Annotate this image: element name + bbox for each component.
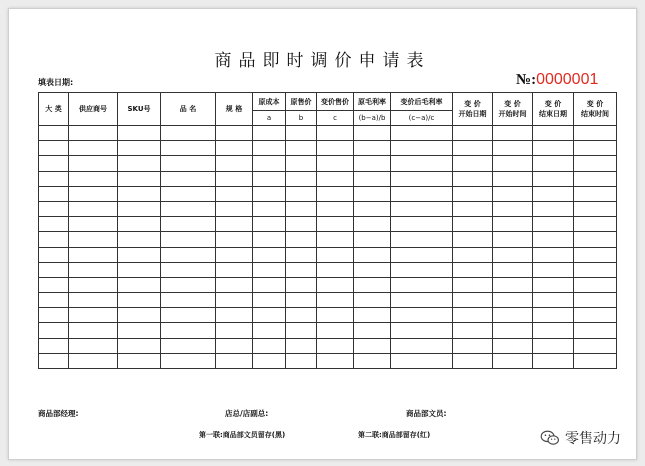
table-cell	[317, 338, 354, 353]
serial-prefix: №:	[516, 72, 537, 88]
table-cell	[493, 338, 533, 353]
table-cell	[161, 171, 216, 186]
table-cell	[354, 338, 391, 353]
table-cell	[493, 201, 533, 216]
header-sku: SKU号	[118, 93, 161, 126]
header-spec: 规 格	[216, 93, 253, 126]
table-cell	[354, 232, 391, 247]
table-cell	[493, 186, 533, 201]
table-cell	[216, 262, 253, 277]
table-cell	[216, 201, 253, 216]
table-cell	[286, 186, 317, 201]
table-cell	[493, 353, 533, 368]
table-cell	[317, 171, 354, 186]
table-cell	[161, 353, 216, 368]
table-cell	[253, 126, 286, 141]
table-cell	[317, 126, 354, 141]
table-cell	[453, 323, 493, 338]
table-cell	[253, 186, 286, 201]
table-cell	[69, 277, 118, 292]
table-cell	[574, 353, 617, 368]
table-row	[39, 353, 617, 368]
table-cell	[253, 262, 286, 277]
table-cell	[533, 171, 574, 186]
table-cell	[161, 217, 216, 232]
table-cell	[39, 232, 69, 247]
header-end-date-line2: 结束日期	[539, 110, 567, 118]
table-row	[39, 338, 617, 353]
table-cell	[286, 171, 317, 186]
table-cell	[574, 308, 617, 323]
table-cell	[161, 141, 216, 156]
table-cell	[493, 277, 533, 292]
header-supplier-no: 供应商号	[69, 93, 118, 126]
header-end-date-line1: 变 价	[544, 100, 562, 108]
table-cell	[453, 126, 493, 141]
store-manager-signature-label: 店总/店副总:	[225, 409, 269, 418]
table-cell	[69, 338, 118, 353]
table-cell	[533, 338, 574, 353]
table-cell	[69, 156, 118, 171]
table-row	[39, 141, 617, 156]
table-cell	[39, 156, 69, 171]
table-row	[39, 232, 617, 247]
table-cell	[354, 323, 391, 338]
header-start-date-line1: 变 价	[464, 100, 481, 108]
table-cell	[118, 126, 161, 141]
table-cell	[533, 201, 574, 216]
manager-signature-label: 商品部经理:	[38, 409, 79, 418]
table-cell	[354, 308, 391, 323]
table-cell	[161, 156, 216, 171]
table-cell	[118, 201, 161, 216]
table-row	[39, 186, 617, 201]
table-cell	[253, 338, 286, 353]
table-cell	[253, 353, 286, 368]
table-cell	[574, 126, 617, 141]
header-formula-a: a	[253, 111, 286, 126]
table-cell	[354, 156, 391, 171]
table-cell	[391, 353, 453, 368]
header-formula-b: b	[286, 111, 317, 126]
price-adjustment-table	[38, 92, 617, 369]
table-cell	[253, 308, 286, 323]
table-cell	[69, 353, 118, 368]
table-cell	[69, 293, 118, 308]
table-row	[39, 323, 617, 338]
table-cell	[69, 308, 118, 323]
table-cell	[253, 201, 286, 216]
table-row	[39, 247, 617, 262]
fill-date-label: 填表日期:	[38, 78, 74, 87]
table-cell	[533, 277, 574, 292]
table-cell	[453, 277, 493, 292]
table-cell	[317, 141, 354, 156]
table-cell	[574, 171, 617, 186]
table-cell	[453, 338, 493, 353]
table-cell	[39, 308, 69, 323]
table-row	[39, 293, 617, 308]
table-cell	[253, 277, 286, 292]
table-cell	[286, 353, 317, 368]
header-start-date-line2: 开始日期	[458, 110, 487, 118]
table-cell	[216, 353, 253, 368]
table-cell	[574, 217, 617, 232]
table-cell	[286, 156, 317, 171]
table-cell	[253, 141, 286, 156]
header-start-time	[493, 93, 533, 126]
table-cell	[161, 293, 216, 308]
header-new-margin: 变价后毛利率	[391, 93, 453, 111]
table-row	[39, 277, 617, 292]
wechat-logo-icon	[540, 430, 560, 446]
table-cell	[391, 232, 453, 247]
table-cell	[533, 247, 574, 262]
table-cell	[453, 262, 493, 277]
table-cell	[391, 308, 453, 323]
table-cell	[118, 262, 161, 277]
table-cell	[317, 186, 354, 201]
table-cell	[216, 232, 253, 247]
table-cell	[317, 247, 354, 262]
header-formula-c: c	[317, 111, 354, 126]
table-cell	[69, 323, 118, 338]
table-cell	[493, 156, 533, 171]
table-cell	[216, 293, 253, 308]
table-cell	[391, 186, 453, 201]
table-cell	[39, 353, 69, 368]
table-cell	[216, 141, 253, 156]
table-cell	[118, 323, 161, 338]
table-cell	[216, 171, 253, 186]
table-cell	[453, 293, 493, 308]
table-cell	[118, 277, 161, 292]
table-cell	[161, 338, 216, 353]
table-cell	[317, 293, 354, 308]
table-cell	[493, 126, 533, 141]
table-cell	[493, 232, 533, 247]
table-cell	[216, 247, 253, 262]
table-cell	[453, 308, 493, 323]
table-cell	[354, 247, 391, 262]
header-start-date	[453, 93, 493, 126]
table-cell	[354, 262, 391, 277]
table-cell	[391, 262, 453, 277]
table-cell	[391, 217, 453, 232]
table-cell	[453, 232, 493, 247]
table-cell	[493, 308, 533, 323]
table-cell	[574, 201, 617, 216]
table-cell	[39, 126, 69, 141]
header-category: 大 类	[39, 93, 69, 126]
header-formula-new-margin: (c−a)/c	[391, 111, 453, 126]
table-cell	[39, 141, 69, 156]
table-cell	[391, 171, 453, 186]
table-cell	[574, 323, 617, 338]
table-cell	[317, 156, 354, 171]
table-cell	[216, 186, 253, 201]
header-new-price: 变价售价	[317, 93, 354, 111]
table-cell	[69, 171, 118, 186]
table-cell	[317, 232, 354, 247]
table-cell	[286, 201, 317, 216]
table-cell	[493, 247, 533, 262]
header-product-name: 品 名	[161, 93, 216, 126]
table-cell	[317, 277, 354, 292]
table-cell	[493, 293, 533, 308]
serial-value: 0000001	[536, 71, 599, 88]
table-cell	[286, 323, 317, 338]
table-row	[39, 156, 617, 171]
table-cell	[317, 308, 354, 323]
table-cell	[69, 217, 118, 232]
table-cell	[453, 141, 493, 156]
table-cell	[286, 232, 317, 247]
watermark	[540, 428, 621, 448]
table-cell	[216, 308, 253, 323]
table-cell	[533, 217, 574, 232]
header-end-time-line1: 变 价	[586, 100, 604, 108]
table-cell	[533, 353, 574, 368]
table-cell	[574, 277, 617, 292]
table-cell	[354, 171, 391, 186]
table-cell	[39, 201, 69, 216]
table-cell	[69, 262, 118, 277]
table-cell	[317, 262, 354, 277]
table-cell	[118, 232, 161, 247]
table-cell	[317, 217, 354, 232]
table-cell	[453, 171, 493, 186]
header-end-time-line2: 结束时间	[581, 110, 609, 118]
table-cell	[391, 141, 453, 156]
table-cell	[574, 338, 617, 353]
table-cell	[391, 156, 453, 171]
table-cell	[253, 247, 286, 262]
table-body	[39, 126, 617, 369]
form-sheet	[8, 8, 637, 460]
table-cell	[69, 141, 118, 156]
table-cell	[253, 323, 286, 338]
table-cell	[533, 156, 574, 171]
table-cell	[453, 201, 493, 216]
header-original-cost: 原成本	[253, 93, 286, 111]
header-start-time-line1: 变 价	[504, 100, 521, 108]
table-cell	[354, 293, 391, 308]
table-cell	[574, 141, 617, 156]
table-row	[39, 262, 617, 277]
table-cell	[574, 293, 617, 308]
table-cell	[161, 126, 216, 141]
table-cell	[391, 201, 453, 216]
table-cell	[39, 262, 69, 277]
table-cell	[391, 247, 453, 262]
header-end-time	[574, 93, 617, 126]
header-original-margin: 原毛利率	[354, 93, 391, 111]
table-cell	[317, 201, 354, 216]
table-cell	[118, 338, 161, 353]
table-row	[39, 217, 617, 232]
table-cell	[118, 247, 161, 262]
table-cell	[533, 141, 574, 156]
clerk-signature-label: 商品部文员:	[406, 409, 447, 418]
table-cell	[574, 262, 617, 277]
table-cell	[216, 338, 253, 353]
table-cell	[69, 126, 118, 141]
table-cell	[493, 217, 533, 232]
table-cell	[253, 293, 286, 308]
table-cell	[253, 171, 286, 186]
table-cell	[286, 338, 317, 353]
form-title: 商品即时调价申请表	[214, 51, 431, 71]
table-cell	[216, 126, 253, 141]
table-cell	[453, 217, 493, 232]
table-row	[39, 308, 617, 323]
copy-one-note: 第一联:商品部文员留存(黑)	[199, 431, 286, 439]
table-cell	[533, 232, 574, 247]
table-cell	[453, 186, 493, 201]
table-row	[39, 201, 617, 216]
table-cell	[118, 171, 161, 186]
header-formula-original-margin: (b−a)/b	[354, 111, 391, 126]
table-cell	[39, 277, 69, 292]
table-cell	[39, 338, 69, 353]
table-cell	[493, 171, 533, 186]
table-cell	[391, 323, 453, 338]
table-cell	[574, 186, 617, 201]
table-cell	[161, 308, 216, 323]
table-cell	[39, 217, 69, 232]
header-start-time-line2: 开始时间	[498, 110, 527, 118]
table-cell	[69, 201, 118, 216]
table-cell	[39, 186, 69, 201]
table-cell	[286, 293, 317, 308]
table-cell	[216, 277, 253, 292]
table-cell	[453, 247, 493, 262]
table-cell	[354, 141, 391, 156]
table-cell	[39, 323, 69, 338]
table-cell	[453, 353, 493, 368]
table-cell	[253, 232, 286, 247]
table-cell	[391, 293, 453, 308]
table-cell	[118, 293, 161, 308]
table-cell	[317, 323, 354, 338]
table-cell	[493, 323, 533, 338]
table-cell	[39, 293, 69, 308]
table-cell	[216, 323, 253, 338]
table-cell	[118, 308, 161, 323]
table-cell	[493, 141, 533, 156]
table-cell	[286, 308, 317, 323]
table-cell	[39, 171, 69, 186]
table-cell	[161, 323, 216, 338]
header-end-date	[533, 93, 574, 126]
table-cell	[354, 353, 391, 368]
table-cell	[118, 186, 161, 201]
table-cell	[161, 201, 216, 216]
header-original-price: 原售价	[286, 93, 317, 111]
table-cell	[161, 186, 216, 201]
table-cell	[493, 262, 533, 277]
table-cell	[533, 308, 574, 323]
table-cell	[216, 156, 253, 171]
table-cell	[253, 217, 286, 232]
table-row	[39, 126, 617, 141]
table-cell	[286, 217, 317, 232]
table-cell	[574, 247, 617, 262]
table-cell	[391, 126, 453, 141]
table-cell	[286, 141, 317, 156]
table-cell	[533, 126, 574, 141]
table-cell	[354, 277, 391, 292]
table-cell	[354, 201, 391, 216]
table-row	[39, 171, 617, 186]
table-cell	[354, 126, 391, 141]
table-cell	[533, 323, 574, 338]
table-cell	[161, 247, 216, 262]
table-cell	[317, 353, 354, 368]
table-cell	[161, 277, 216, 292]
table-cell	[286, 262, 317, 277]
table-cell	[574, 232, 617, 247]
table-cell	[161, 262, 216, 277]
table-cell	[533, 293, 574, 308]
table-cell	[69, 232, 118, 247]
table-cell	[118, 217, 161, 232]
table-cell	[286, 126, 317, 141]
table-cell	[286, 277, 317, 292]
table-cell	[118, 353, 161, 368]
table-cell	[391, 338, 453, 353]
table-cell	[118, 141, 161, 156]
copy-two-note: 第二联:商品部留存(红)	[358, 431, 431, 439]
table-cell	[253, 156, 286, 171]
table-cell	[118, 156, 161, 171]
table-cell	[574, 156, 617, 171]
table-cell	[533, 262, 574, 277]
table-cell	[533, 186, 574, 201]
table-cell	[391, 277, 453, 292]
table-cell	[354, 217, 391, 232]
serial-number	[516, 71, 598, 89]
table-cell	[354, 186, 391, 201]
table-cell	[161, 232, 216, 247]
table-cell	[286, 247, 317, 262]
table-cell	[69, 186, 118, 201]
table-cell	[453, 156, 493, 171]
table-cell	[216, 217, 253, 232]
table-cell	[39, 247, 69, 262]
watermark-text: 零售动力	[565, 431, 621, 447]
table-cell	[69, 247, 118, 262]
